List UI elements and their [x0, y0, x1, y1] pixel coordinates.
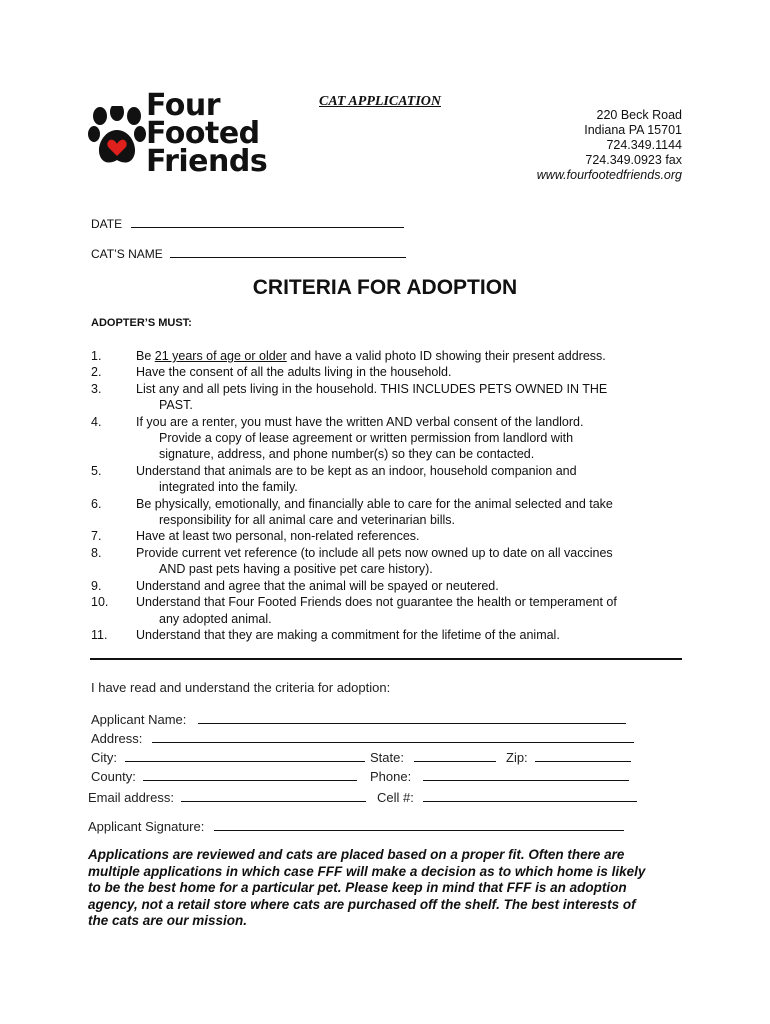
phone-input-line[interactable]	[423, 768, 629, 781]
closing-statement: Applications are reviewed and cats are placed based on a proper fit. Often there are multiple applications in which case FFF will make a decision as to which home is likely to be the best home for a particular pet. Please keep in mind that FFF is an adoption agency, not a retail store where cats are purchased off the shelf. The best interests of the cats are our mission.	[88, 847, 646, 928]
city-field	[91, 749, 365, 765]
applicant-name-label: Applicant Name:	[91, 712, 187, 727]
acknowledge-text: I have read and understand the criteria for adoption:	[91, 680, 391, 695]
email-input-line[interactable]	[181, 789, 366, 802]
criteria-item: 5. Understand that animals are to be kept as an indoor, household companion and integrated into the family.	[91, 463, 577, 495]
criteria-item: 10. Understand that Four Footed Friends does not guarantee the health or temperament of any adopted animal.	[91, 595, 617, 626]
signature-label: Applicant Signature:	[88, 819, 205, 834]
city-input-line[interactable]	[125, 749, 365, 762]
cell-field	[377, 789, 637, 805]
county-input-line[interactable]	[143, 768, 357, 781]
email-label: Email address:	[88, 790, 174, 805]
address-fax: 724.349.0923 fax	[585, 153, 682, 167]
cat-name-field	[91, 245, 406, 261]
signature-input-line[interactable]	[214, 818, 624, 831]
criteria-item: 7. Have at least two personal, non-related references.	[91, 529, 420, 544]
county-field	[91, 768, 357, 784]
address-city: Indiana PA 15701	[584, 123, 682, 137]
date-field	[91, 215, 404, 231]
state-input-line[interactable]	[414, 749, 496, 762]
criteria-item: 2. Have the consent of all the adults living in the household.	[91, 365, 452, 380]
criteria-heading: CRITERIA FOR ADOPTION	[252, 276, 518, 299]
phone-field	[370, 768, 629, 784]
cat-name-input-line[interactable]	[170, 245, 406, 258]
address-input-line[interactable]	[152, 730, 634, 743]
logo-line-friends: Friends	[146, 144, 268, 179]
criteria-item: 8. Provide current vet reference (to include all pets now owned up to date on all vaccines AND past pets having a positive pet care history).	[91, 545, 613, 577]
county-label: County:	[91, 769, 136, 784]
cell-input-line[interactable]	[423, 789, 637, 802]
city-label: City:	[91, 750, 117, 765]
signature-field	[88, 818, 624, 834]
email-field	[88, 789, 366, 805]
zip-input-line[interactable]	[535, 749, 631, 762]
date-label: DATE	[91, 217, 123, 231]
criteria-item: 6. Be physically, emotionally, and financially able to care for the animal selected and take responsibility for all animal care and veterinarian bills.	[91, 496, 613, 528]
address-block	[537, 108, 682, 183]
address-website: www.fourfootedfriends.org	[536, 168, 682, 182]
criteria-item: 11. Understand that they are making a commitment for the lifetime of the animal.	[91, 627, 560, 642]
logo-line-footed: Footed	[146, 116, 260, 151]
phone-label: Phone:	[370, 769, 412, 784]
applicant-name-input-line[interactable]	[198, 711, 626, 724]
logo-line-four: Four	[146, 88, 221, 123]
state-label: State:	[370, 750, 404, 765]
cat-name-label: CAT’S NAME	[91, 247, 163, 261]
adopters-must-label: ADOPTER’S MUST:	[91, 317, 192, 329]
address-label: Address:	[91, 731, 143, 746]
section-divider	[90, 658, 682, 660]
address-field	[91, 730, 634, 746]
address-phone: 724.349.1144	[606, 138, 682, 152]
paw-heart-icon	[88, 106, 146, 168]
state-field	[370, 749, 496, 765]
cell-label: Cell #:	[377, 790, 414, 805]
logo	[88, 88, 303, 179]
criteria-item: 9. Understand and agree that the animal will be spayed or neutered.	[91, 578, 499, 593]
application-title: CAT APPLICATION	[319, 94, 442, 109]
applicant-name-field	[91, 711, 626, 727]
criteria-item: 1. Be 21 years of age or older and have a valid photo ID showing their present address.	[91, 349, 606, 363]
address-street: 220 Beck Road	[596, 108, 682, 122]
criteria-list	[91, 348, 691, 643]
criteria-item: 3. List any and all pets living in the household. THIS INCLUDES PETS OWNED IN THE PAST.	[91, 381, 608, 413]
criteria-item: 4. If you are a renter, you must have the written AND verbal consent of the landlord. Provide a copy of lease agreement or written permission from landlord with signature, address, and phone number(s) so they can be contacted.	[91, 414, 584, 462]
zip-label: Zip:	[506, 750, 528, 765]
date-input-line[interactable]	[131, 215, 404, 228]
zip-field	[506, 749, 631, 765]
